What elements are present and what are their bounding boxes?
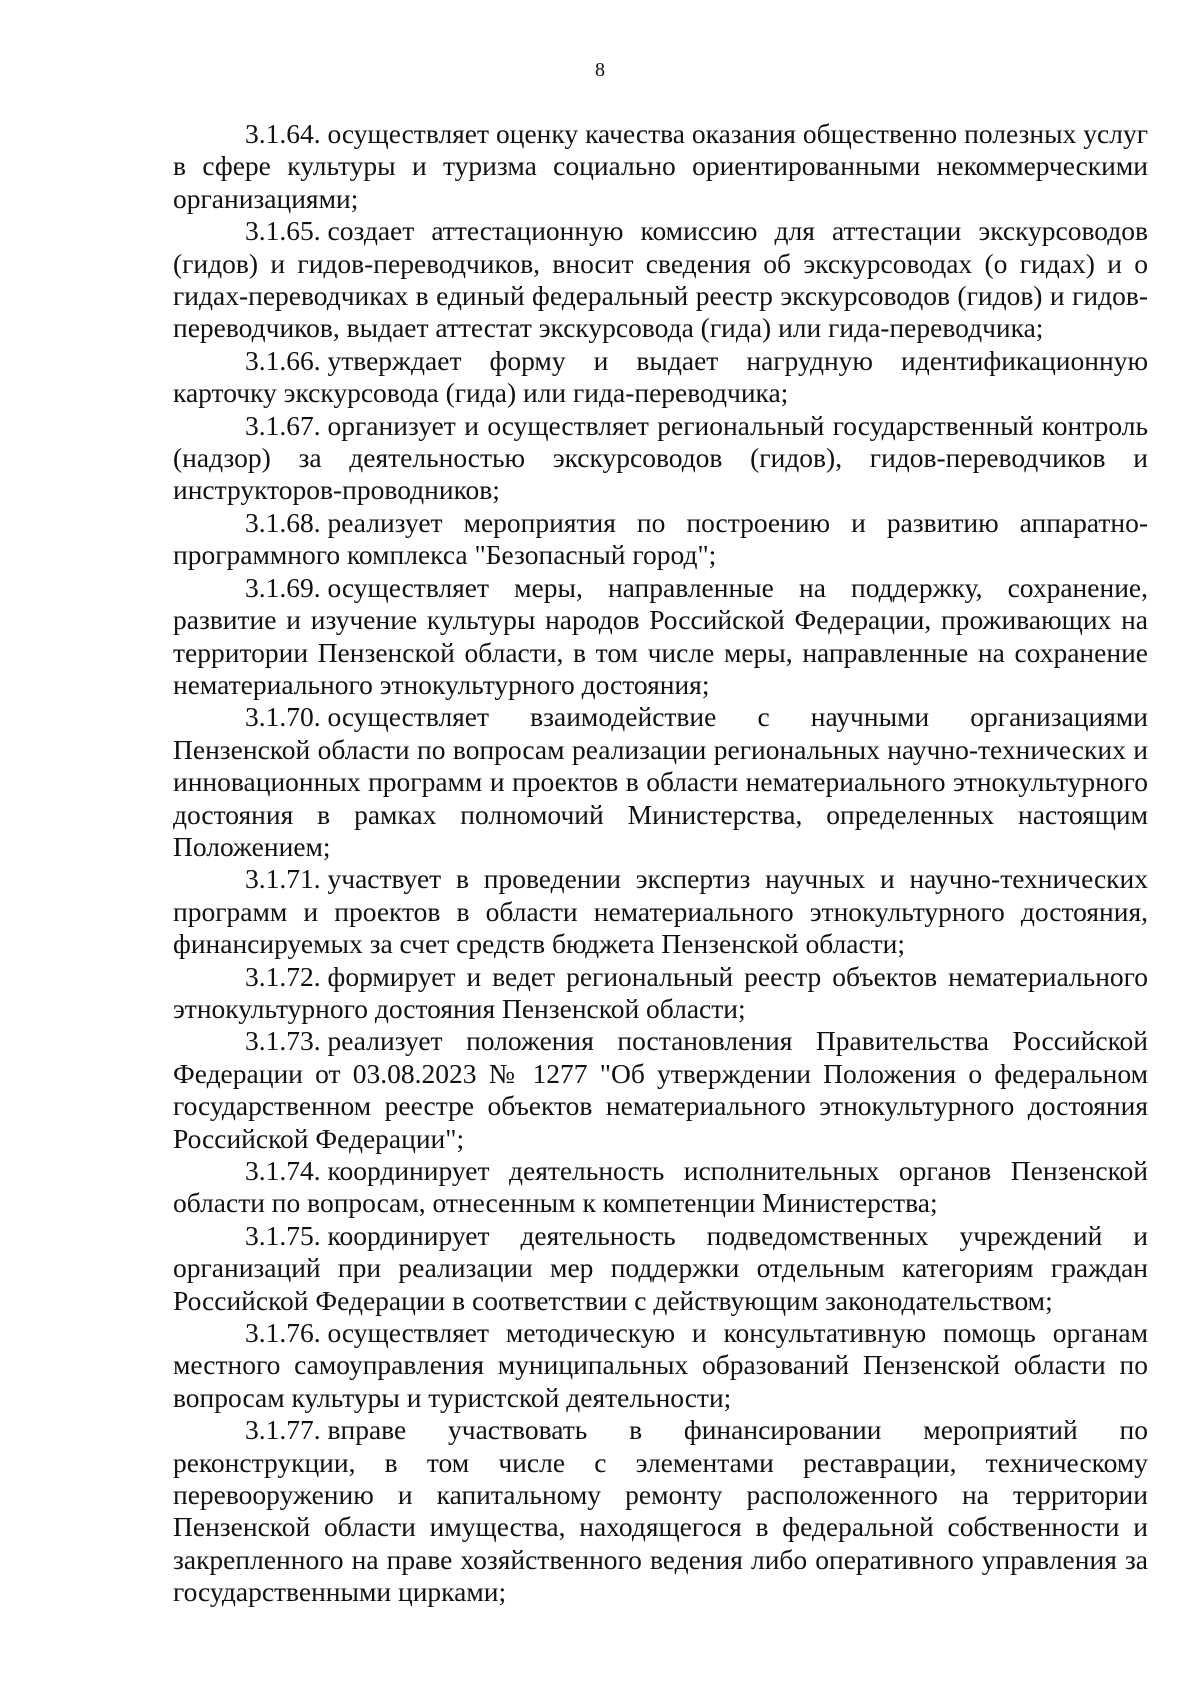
page-number: 8 (595, 59, 605, 81)
paragraph-3-1-73 (173, 1025, 1148, 1155)
paragraph-3-1-66 (173, 345, 1148, 410)
clause-number: 3.1.68. (245, 506, 321, 538)
paragraph-3-1-72 (173, 961, 1148, 1026)
paragraph-3-1-77 (173, 1414, 1148, 1608)
clause-text: участвует в проведении экспертиз научных и научно-технических программ и проектов в области нематериального этнокультурного достояния, финансируемых за счет средств бюджета Пензенской области; (173, 863, 1148, 960)
clause-number: 3.1.72. (245, 960, 321, 992)
clause-text: утверждает форму и выдает нагрудную идентификационную карточку экскурсовода (гида) или гида-переводчика; (173, 344, 1148, 409)
clause-text: осуществляет оценку качества оказания общественно полезных услуг в сфере культуры и туризма социально ориентированными некоммерческими организациями; (173, 118, 1148, 214)
clause-text: организует и осуществляет региональный государственный контроль (надзор) за деятельностью экскурсоводов (гидов), гидов-переводчиков и инструкторов-проводников; (173, 409, 1148, 506)
paragraph-3-1-64 (173, 118, 1148, 215)
paragraph-3-1-69 (173, 572, 1148, 702)
paragraph-3-1-70 (173, 701, 1148, 863)
clause-number: 3.1.64. (245, 118, 321, 149)
clause-text: координирует деятельность исполнительных органов Пензенской области по вопросам, отнесенным к компетенции Министерства; (173, 1155, 1148, 1219)
document-body (173, 118, 1148, 1609)
paragraph-3-1-68 (173, 507, 1148, 572)
clause-number: 3.1.73. (245, 1025, 321, 1057)
clause-number: 3.1.70. (245, 701, 321, 733)
clause-text: осуществляет методическую и консультативную помощь органам местного самоуправления муниципальных образований Пензенской области по вопросам культуры и туристской деятельности; (173, 1317, 1148, 1413)
paragraph-3-1-76 (173, 1317, 1148, 1414)
clause-number: 3.1.67. (245, 409, 321, 441)
clause-text: реализует положения постановления Правительства Российской Федерации от 03.08.2023 № 1277 "Об утверждении Положения о федеральном государственном реестре объектов нематериального этнокультурного достояния Российской Федерации"; (173, 1025, 1148, 1154)
paragraph-3-1-71 (173, 863, 1148, 960)
clause-number: 3.1.76. (245, 1317, 321, 1349)
clause-number: 3.1.71. (245, 863, 321, 895)
paragraph-3-1-75 (173, 1220, 1148, 1317)
clause-text: вправе участвовать в финансировании мероприятий по реконструкции, в том числе с элементами реставрации, техническому перевооружению и капитальному ремонту расположенного на территории Пензенской области имущества, находящегося в федеральной собственности и закрепленного на праве хозяйственного ведения либо оперативного управления за государственными цирками; (173, 1414, 1148, 1608)
clause-text: координирует деятельность подведомственных учреждений и организаций при реализации мер поддержки отдельным категориям граждан Российской Федерации в соответствии с действующим законодательством; (173, 1219, 1148, 1316)
clause-number: 3.1.74. (245, 1155, 321, 1186)
clause-number: 3.1.77. (245, 1414, 321, 1446)
clause-text: осуществляет меры, направленные на поддержку, сохранение, развитие и изучение культуры народов Российской Федерации, проживающих на территории Пензенской области, в том числе меры, направленные на сохранение нематериального этнокультурного достояния; (173, 571, 1148, 700)
clause-text: осуществляет взаимодействие с научными организациями Пензенской области по вопросам реализации региональных научно-технических и инновационных программ и проектов в области нематериального этнокультурного достояния в рамках полномочий Министерства, определенных настоящим Положением; (173, 701, 1148, 862)
paragraph-3-1-65 (173, 215, 1148, 345)
clause-number: 3.1.66. (245, 344, 321, 376)
paragraph-3-1-67 (173, 410, 1148, 507)
paragraph-3-1-74 (173, 1155, 1148, 1220)
clause-text: формирует и ведет региональный реестр объектов нематериального этнокультурного достояния Пензенской области; (173, 960, 1148, 1024)
clause-text: реализует мероприятия по построению и развитию аппаратно-программного комплекса "Безопасный город"; (173, 506, 1148, 571)
clause-number: 3.1.75. (245, 1219, 321, 1251)
clause-number: 3.1.65. (245, 215, 321, 247)
clause-text: создает аттестационную комиссию для аттестации экскурсоводов (гидов) и гидов-переводчиков, вносит сведения об экскурсоводах (о гидах) и о гидах-переводчиках в единый федеральный реестр экскурсоводов (гидов) и гидов-переводчиков, выдает аттестат экскурсовода (гида) или гида-переводчика; (173, 215, 1148, 344)
clause-number: 3.1.69. (245, 571, 321, 603)
